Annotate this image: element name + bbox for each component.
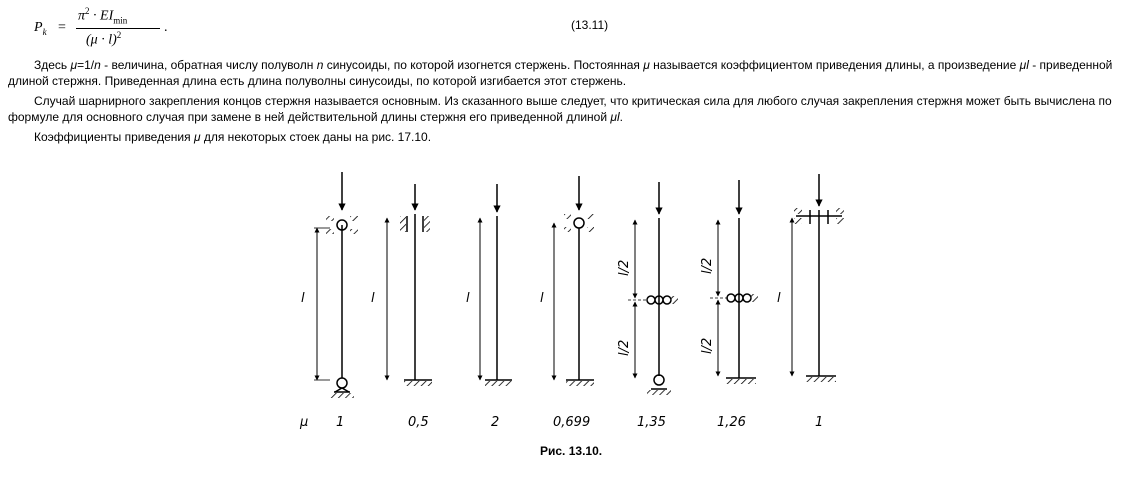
coefficient-label: 1 [815,415,824,430]
column-sliding-clamped [792,174,844,382]
length-label: l [466,291,470,306]
hinge [337,378,347,388]
length-label: l [777,291,781,306]
length-label: l [371,291,375,306]
column-clamped-clamped [387,184,432,386]
formula-denominator: $(\mu \cdot l)^2$ [86,30,122,48]
paragraph-basic-case: Случай шарнирного закрепления концов стержня называется основным. Из сказанного выше следует, что критическая сила для любого случая закрепления стержня может быть вычислена по формуле для основного случая при замене в ней действительной длины стержня его приведенной длиной μl. [8,94,1112,124]
coefficient-label: 1 [336,415,345,430]
paragraph-mu-definition: Здесь μ=1/n - величина, обратная числу полуволн n синусоиды, по которой изогнется стержень. Постоянная μ называется коэффициентом приведения длины, а произведение μl - приведенной длиной стержня. Приведенная длина есть длина полуволны синусоиды, по которой изгибается этот стержень. [8,58,1113,88]
half-length-label: l/2 [617,259,632,276]
column-mid-support-pinned [628,182,678,395]
column-diagrams-figure [290,170,870,440]
equation-number: (13.11) [571,18,609,32]
length-label: l [540,291,544,306]
mu-label: μ [300,415,309,430]
formula-numerator: $\pi^2 \cdot EI_{min}$ [78,6,128,26]
coefficient-label: 1,35 [637,415,666,430]
column-pinned-clamped [554,176,594,386]
critical-force-formula [34,4,168,50]
column-pinned-pinned [314,172,358,398]
half-length-label: l/2 [617,339,632,356]
hinge [654,375,664,385]
figure-caption: Рис. 13.10. [540,444,603,458]
column-mid-support-clamped [710,180,758,384]
column-free-clamped [480,184,512,386]
length-label: l [301,291,305,306]
formula-equals: = [58,20,66,35]
formula-period: . [164,20,168,35]
fraction-bar [76,28,160,29]
formula-lhs: $P_k$ [34,20,47,37]
paragraph-coefficients: Коэффициенты приведения μ для некоторых стоек даны на рис. 17.10. [34,130,432,144]
hinge [574,218,584,228]
coefficient-label: 0,699 [553,415,591,430]
coefficient-label: 0,5 [408,415,429,430]
coefficient-label: 2 [491,415,500,430]
half-length-label: l/2 [700,257,715,274]
coefficient-label: 1,26 [717,415,746,430]
half-length-label: l/2 [700,337,715,354]
